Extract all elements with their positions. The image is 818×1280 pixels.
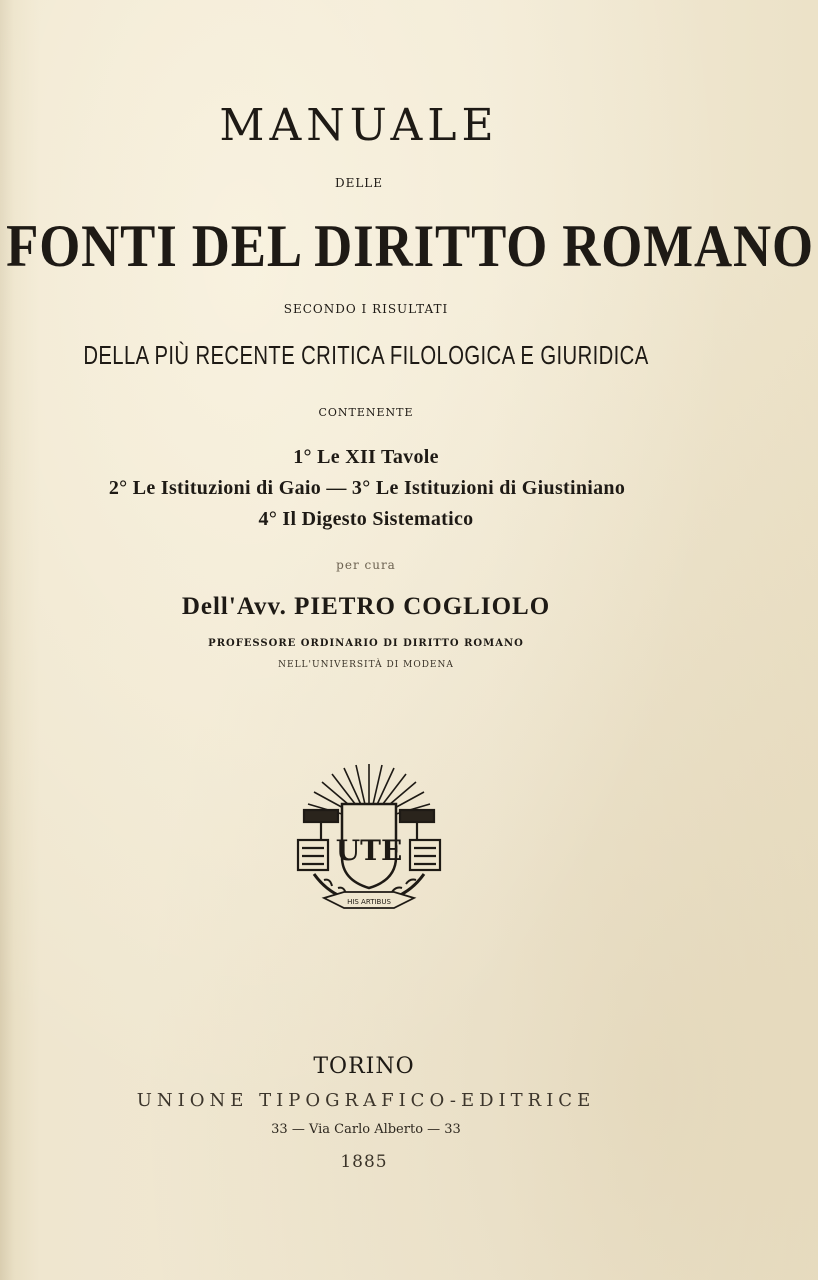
contenente-line: CONTENENTE — [318, 406, 414, 419]
book-icon — [400, 810, 440, 870]
author-name: Dell'Avv. PIETRO COGLIOLO — [181, 593, 551, 620]
contents-item: 1° Le XII Tavole — [293, 446, 439, 468]
emblem-monogram: UTE — [335, 834, 403, 867]
title-manuale: MANUALE — [219, 100, 499, 151]
contents-item: 2° Le Istituzioni di Gaio — 3° Le Istituzioni di Giustiniano — [108, 477, 626, 499]
publisher-emblem-icon — [294, 762, 444, 922]
hammer-icon — [298, 810, 338, 870]
imprint-city: TORINO — [313, 1054, 415, 1079]
contents-item: 4° Il Digesto Sistematico — [258, 508, 474, 530]
imprint-publisher: UNIONE TIPOGRAFICO-EDITRICE — [136, 1090, 596, 1111]
imprint-year: 1885 — [340, 1152, 388, 1172]
main-title: FONTI DEL DIRITTO ROMANO — [6, 213, 814, 279]
title-delle: DELLE — [334, 176, 384, 190]
emblem-motto: HIS ARTIBUS — [347, 898, 391, 906]
author-title: PROFESSORE ORDINARIO DI DIRITTO ROMANO — [208, 638, 524, 649]
imprint-address: 33 — Via Carlo Alberto — 33 — [271, 1122, 461, 1137]
author-affiliation: NELL'UNIVERSITÀ DI MODENA — [278, 660, 454, 670]
per-cura-line: per cura — [336, 558, 396, 572]
subtitle: DELLA PIÙ RECENTE CRITICA FILOLOGICA E GIURIDICA — [83, 340, 649, 370]
secondo-line: SECONDO I RISULTATI — [283, 302, 449, 316]
